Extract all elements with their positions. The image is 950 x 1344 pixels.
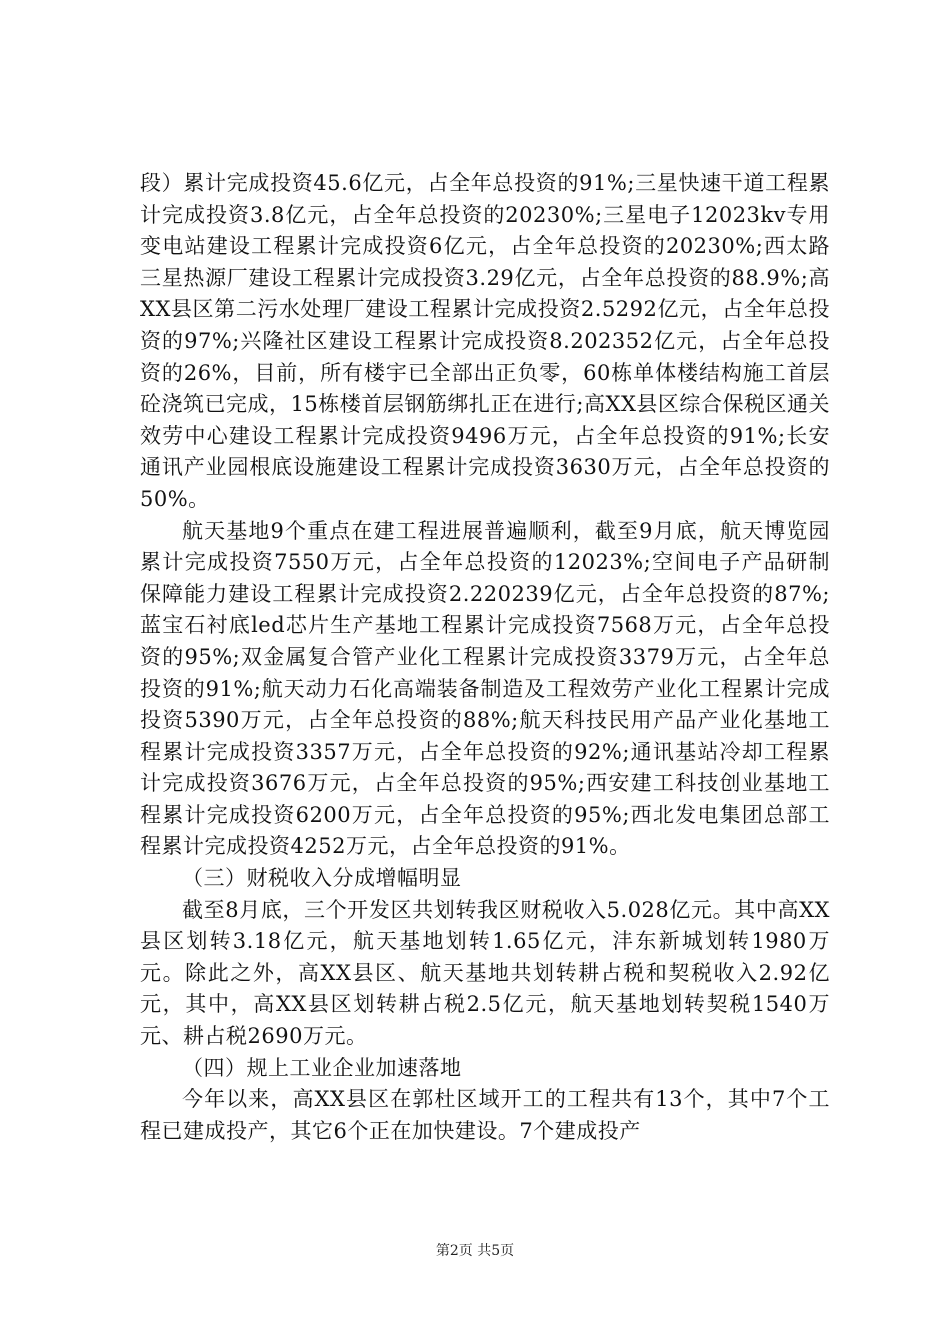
document-body xyxy=(140,168,830,1147)
paragraph-fiscal-revenue: 截至8月底，三个开发区共划转我区财税收入5.028亿元。其中高XX县区划转3.18亿元，航天基地划转1.65亿元，沣东新城划转1980万元。除此之外，高XX县区、航天基地共划转耕占税和契税收入2.92亿元，其中，高XX县区划转耕占税2.5亿元，航天基地划转契税1540万元、耕占税2690万元。 xyxy=(140,897,830,1049)
paragraph-industrial-enterprises: 今年以来，高XX县区在郭杜区域开工的工程共有13个，其中7个工程已建成投产，其它6个正在加快建设。7个建成投产 xyxy=(140,1087,830,1143)
section-heading-industrial-enterprises: （四）规上工业企业加速落地 xyxy=(182,1055,462,1080)
paragraph-aerospace-base-projects: 航天基地9个重点在建工程进展普遍顺利，截至9月底，航天博览园累计完成投资7550万元，占全年总投资的12023%;空间电子产品研制保障能力建设工程累计完成投资2.220239亿元，占全年总投资的87%;蓝宝石衬底led芯片生产基地工程累计完成投资7568万元，占全年总投资的95%;双金属复合管产业化工程累计完成投资3379万元，占全年总投资的91%;航天动力石化高端装备制造及工程效劳产业化工程累计完成投资5390万元，占全年总投资的88%;航天科技民用产品产业化基地工程累计完成投资3357万元，占全年总投资的92%;通讯基站冷却工程累计完成投资3676万元，占全年总投资的95%;西安建工科技创业基地工程累计完成投资6200万元，占全年总投资的95%;西北发电集团总部工程累计完成投资4252万元，占全年总投资的91%。 xyxy=(140,518,830,859)
paragraph-gaoxin-projects: 段）累计完成投资45.6亿元，占全年总投资的91%;三星快速干道工程累计完成投资3.8亿元，占全年总投资的20230%;三星电子12023kv专用变电站建设工程累计完成投资6亿元，占全年总投资的20230%;西太路三星热源厂建设工程累计完成投资3.29亿元，占全年总投资的88.9%;高XX县区第二污水处理厂建设工程累计完成投资2.5292亿元，占全年总投资的97%;兴隆社区建设工程累计完成投资8.202352亿元，占全年总投资的26%，目前，所有楼宇已全部出正负零，60栋单体楼结构施工首层砼浇筑已完成，15栋楼首层钢筋绑扎正在进行;高XX县区综合保税区通关效劳中心建设工程累计完成投资9496万元，占全年总投资的91%;长安通讯产业园根底设施建设工程累计完成投资3630万元，占全年总投资的50%。 xyxy=(140,171,830,511)
section-heading-fiscal-revenue: （三）财税收入分成增幅明显 xyxy=(182,866,462,891)
page-number-footer: 第2页 共5页 xyxy=(435,1243,515,1259)
